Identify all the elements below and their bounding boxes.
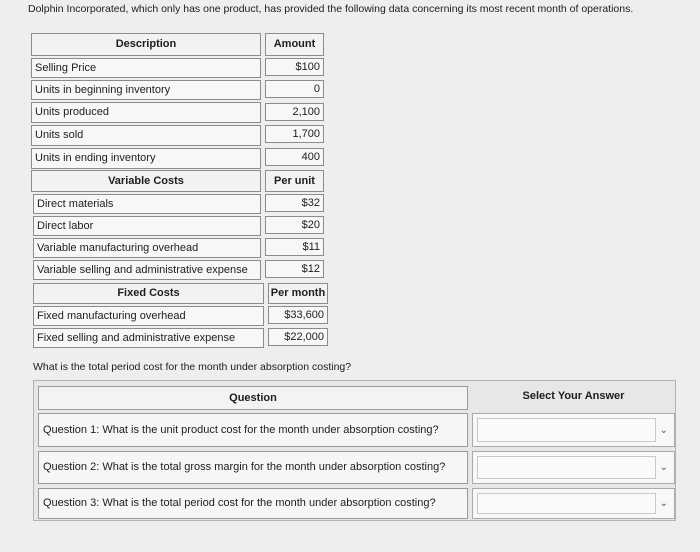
answer-header: Select Your Answer bbox=[522, 389, 625, 402]
row-label: Units in beginning inventory bbox=[31, 80, 261, 100]
variable-row-label: Direct labor bbox=[33, 216, 261, 236]
variable-row-label: Variable manufacturing overhead bbox=[33, 238, 261, 258]
chevron-down-icon[interactable]: ⌄ bbox=[659, 424, 668, 436]
variable-costs-header: Variable Costs bbox=[31, 170, 261, 192]
chevron-down-icon[interactable]: ⌄ bbox=[659, 462, 668, 473]
fixed-costs-header: Fixed Costs bbox=[33, 283, 264, 304]
answer-select-field[interactable] bbox=[477, 418, 656, 442]
question-table bbox=[33, 380, 676, 521]
question-1: Question 1: What is the unit product cost for the month under absorption costing? bbox=[38, 413, 468, 447]
question-header: Question bbox=[38, 386, 468, 410]
answer-select-field[interactable] bbox=[477, 456, 656, 479]
row-label: Units in ending inventory bbox=[31, 148, 261, 169]
variable-row-value: $32 bbox=[265, 194, 324, 212]
row-value: 2,100 bbox=[265, 103, 324, 121]
fixed-row-label: Fixed selling and administrative expense bbox=[33, 328, 264, 348]
question-2: Question 2: What is the total gross margin for the month under absorption costing? bbox=[38, 451, 468, 484]
prompt-text: What is the total period cost for the month under absorption costing? bbox=[33, 361, 352, 373]
answer-select-1[interactable] bbox=[472, 413, 675, 447]
intro-text: Dolphin Incorporated, which only has one product, has provided the following data concerning its most recent month of operations. bbox=[28, 3, 634, 15]
variable-row-value: $11 bbox=[265, 238, 324, 256]
variable-row-value: $12 bbox=[265, 260, 324, 278]
chevron-down-icon[interactable]: ⌄ bbox=[659, 498, 668, 509]
row-label: Selling Price bbox=[31, 58, 261, 78]
description-header: Description bbox=[31, 33, 261, 56]
per-unit-header: Per unit bbox=[265, 170, 324, 192]
answer-select-field[interactable] bbox=[477, 493, 656, 514]
row-value: 1,700 bbox=[265, 125, 324, 143]
fixed-row-value: $22,000 bbox=[268, 328, 328, 346]
fixed-row-label: Fixed manufacturing overhead bbox=[33, 306, 264, 326]
answer-select-3[interactable] bbox=[472, 488, 675, 519]
variable-row-label: Variable selling and administrative expense bbox=[33, 260, 261, 280]
fixed-row-value: $33,600 bbox=[268, 306, 328, 324]
row-value: $100 bbox=[265, 58, 324, 76]
per-month-header: Per month bbox=[268, 283, 328, 304]
answer-select-2[interactable] bbox=[472, 451, 675, 484]
row-label: Units sold bbox=[31, 125, 261, 146]
row-value: 400 bbox=[265, 148, 324, 166]
row-label: Units produced bbox=[31, 102, 261, 123]
question-3: Question 3: What is the total period cost for the month under absorption costing? bbox=[38, 488, 468, 519]
variable-row-label: Direct materials bbox=[33, 194, 261, 214]
row-value: 0 bbox=[265, 80, 324, 98]
amount-header: Amount bbox=[265, 33, 324, 56]
variable-row-value: $20 bbox=[265, 216, 324, 234]
